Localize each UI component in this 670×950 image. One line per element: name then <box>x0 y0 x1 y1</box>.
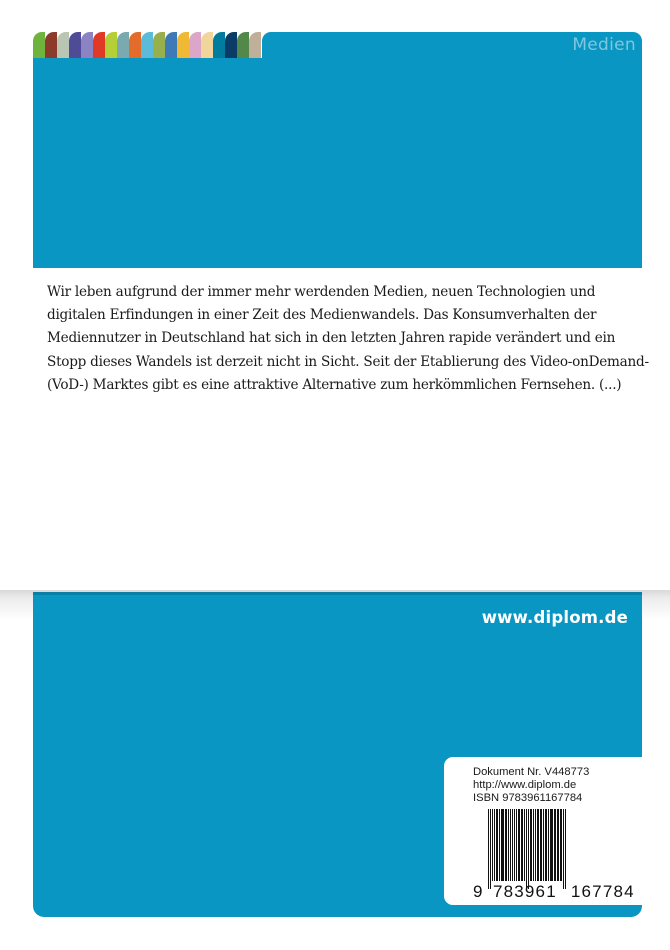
color-stripe <box>249 32 261 60</box>
blurb-line: Stopp dieses Wandels ist derzeit nicht in Sicht. Seit der Etablierung des Video-onDemand- <box>47 353 649 370</box>
isbn-meta <box>473 766 589 805</box>
barcode-digits-right: 167784 <box>570 882 635 901</box>
isbn-number: ISBN 9783961167784 <box>473 792 583 804</box>
color-stripe <box>201 32 213 60</box>
barcode-digits <box>473 882 635 902</box>
color-stripe <box>225 32 237 60</box>
color-stripe <box>57 32 69 60</box>
color-stripe <box>33 32 45 60</box>
back-cover-blurb <box>47 281 649 397</box>
blurb-line: Mediennutzer in Deutschland hat sich in den letzten Jahren rapide verändert und ein <box>47 330 616 347</box>
color-stripe <box>45 32 57 60</box>
barcode-icon <box>487 809 629 887</box>
top-panel-cap <box>262 32 642 60</box>
color-stripe <box>177 32 189 60</box>
color-stripes <box>33 32 261 60</box>
color-stripe <box>69 32 81 60</box>
barcode-digit-first: 9 <box>473 882 484 901</box>
color-stripe <box>153 32 165 60</box>
color-stripe <box>81 32 93 60</box>
barcode-digits-left: 783961 <box>492 882 557 901</box>
document-number: Dokument Nr. V448773 <box>473 766 590 778</box>
color-stripe <box>105 32 117 60</box>
cover-top-panel <box>33 32 642 268</box>
blurb-line: (VoD-) Marktes gibt es eine attraktive Alternative zum herkömmlichen Fernsehen. (...) <box>47 376 622 393</box>
category-label: Medien <box>572 35 636 55</box>
blurb-line: digitalen Erfindungen in einer Zeit des Medienwandels. Das Konsumverhalten der <box>47 307 597 324</box>
color-stripe <box>165 32 177 60</box>
color-stripe <box>93 32 105 60</box>
color-stripe <box>213 32 225 60</box>
isbn-label-box <box>444 757 670 905</box>
color-stripe <box>189 32 201 60</box>
blurb-line: Wir leben aufgrund der immer mehr werdenden Medien, neuen Technologien und <box>47 284 596 300</box>
color-stripe <box>141 32 153 60</box>
color-stripe <box>237 32 249 60</box>
color-stripe <box>117 32 129 60</box>
top-panel-body <box>33 58 642 268</box>
publisher-url[interactable]: www.diplom.de <box>481 608 628 627</box>
publisher-website: http://www.diplom.de <box>473 779 577 791</box>
color-stripe <box>129 32 141 60</box>
